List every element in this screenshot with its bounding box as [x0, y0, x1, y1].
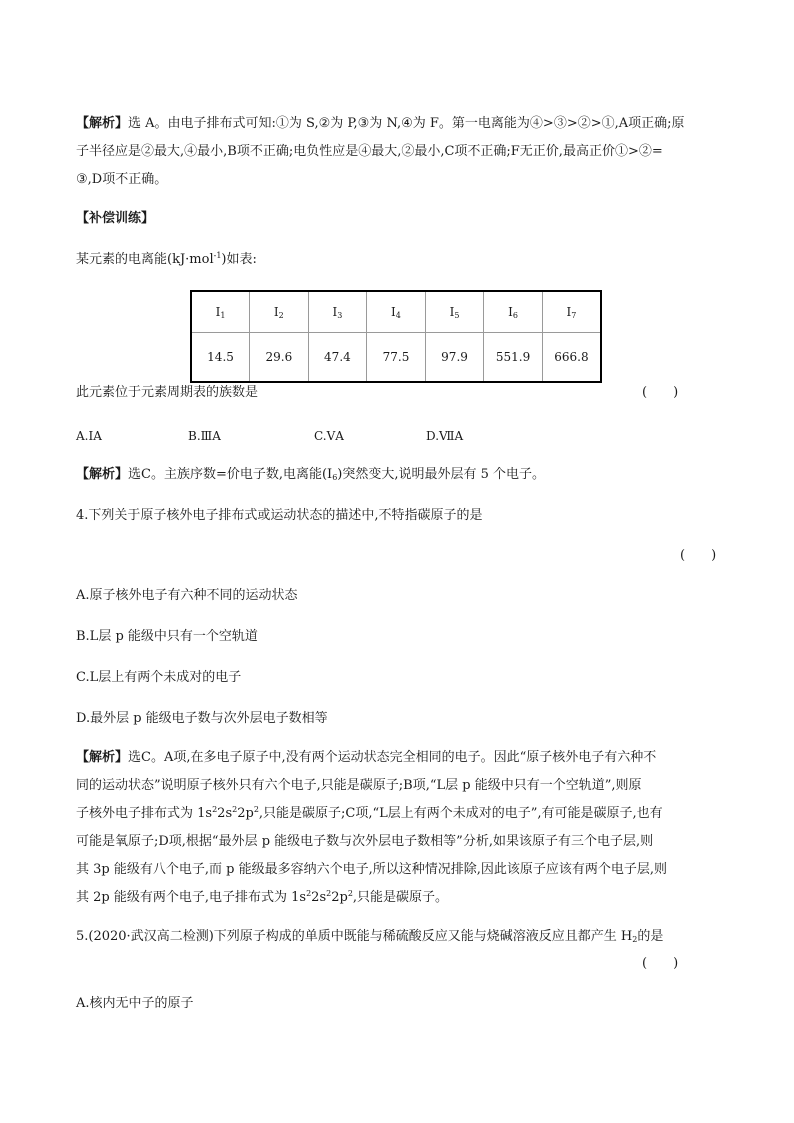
- q4-analysis-line-5: 其 3p 能级有八个电子,而 p 能级最多容纳六个电子,所以这种情况排除,因此该原子应该有两个电子层,则: [76, 862, 667, 877]
- header-cell: $I_7$: [542, 291, 601, 333]
- q4-option-a: A.原子核外电子有六种不同的运动状态: [76, 588, 298, 603]
- supplement-analysis: 【解析】选C。主族序数=价电子数,电离能$(I_6)$突然变大,说明最外层有 5 个电子。: [76, 467, 546, 482]
- answer-paren: ( ): [642, 385, 679, 400]
- q5-answer-paren: ( ): [642, 956, 679, 971]
- q4-analysis-line-6: 其 2p 能级有两个电子,电子排布式为 $1s^22s^22p^2$,只能是碳原子。: [76, 889, 449, 905]
- analysis-1-line-2: 子半径应是②最大,④最小,B项不正确;电负性应是④最大,②最小,C项不正确;F无正价,最高正价①>②=: [76, 144, 663, 159]
- value-cell: 77.5: [367, 333, 426, 383]
- q4-stem: 4.下列关于原子核外电子排布式或运动状态的描述中,不特指碳原子的是: [76, 508, 483, 523]
- header-cell: $I_6$: [484, 291, 543, 333]
- analysis-1-line-1: 【解析】选 A。由电子排布式可知:①为 S,②为 P,③为 N,④为 F。第一电离能为④>③>②>①,A项正确;原: [76, 116, 685, 131]
- header-cell: $I_4$: [367, 291, 426, 333]
- supplement-question: 此元素位于元素周期表的族数是: [76, 385, 259, 400]
- q4-analysis-line-2: 同的运动状态”说明原子核外只有六个电子,只能是碳原子;B项,“L层 p 能级中只有一个空轨道”,则原: [76, 778, 642, 793]
- option-a: A.ⅠA: [76, 429, 102, 443]
- supplement-heading: 【补偿训练】: [76, 211, 155, 226]
- header-cell: $I_1$: [191, 291, 250, 333]
- option-d: D.ⅦA: [426, 429, 464, 443]
- q4-option-d: D.最外层 p 能级电子数与次外层电子数相等: [76, 711, 328, 726]
- value-cell: 29.6: [250, 333, 309, 383]
- supplement-intro: 某元素的电离能(kJ·mol$^{-1}$)如表:: [76, 251, 257, 267]
- option-c: C.ⅤA: [314, 429, 344, 443]
- ionization-energy-table: [190, 290, 602, 383]
- q4-answer-paren: ( ): [680, 548, 717, 563]
- value-cell: 551.9: [484, 333, 543, 383]
- q4-analysis-line-1: 【解析】选C。A项,在多电子原子中,没有两个运动状态完全相同的电子。因此“原子核外电子有六种不: [76, 750, 657, 765]
- table-value-row: [191, 333, 601, 383]
- q4-option-c: C.L层上有两个未成对的电子: [76, 670, 242, 685]
- value-cell: 666.8: [542, 333, 601, 383]
- header-cell: $I_2$: [250, 291, 309, 333]
- q4-analysis-line-3: 子核外电子排布式为 $1s^22s^22p^2$,只能是碳原子;C项,“L层上有两个未成对的电子”,有可能是碳原子,也有: [76, 805, 663, 821]
- value-cell: 47.4: [308, 333, 367, 383]
- header-cell: $I_5$: [425, 291, 484, 333]
- q5-stem: 5.(2020·武汉高二检测)下列原子构成的单质中既能与稀硫酸反应又能与烧碱溶液反应且都产生 $H_2$的是: [76, 929, 664, 944]
- analysis-1-line-3: ③,D项不正确。: [76, 172, 168, 187]
- header-cell: $I_3$: [308, 291, 367, 333]
- analysis-tag: 【解析】: [76, 116, 129, 131]
- q4-analysis-line-4: 可能是氧原子;D项,根据“最外层 p 能级电子数与次外层电子数相等”分析,如果该原子有三个电子层,则: [76, 834, 654, 849]
- q4-option-b: B.L层 p 能级中只有一个空轨道: [76, 629, 258, 644]
- value-cell: 14.5: [191, 333, 250, 383]
- option-b: B.ⅢA: [188, 429, 221, 443]
- value-cell: 97.9: [425, 333, 484, 383]
- table-header-row: [191, 291, 601, 333]
- q5-option-a: A.核内无中子的原子: [76, 996, 194, 1011]
